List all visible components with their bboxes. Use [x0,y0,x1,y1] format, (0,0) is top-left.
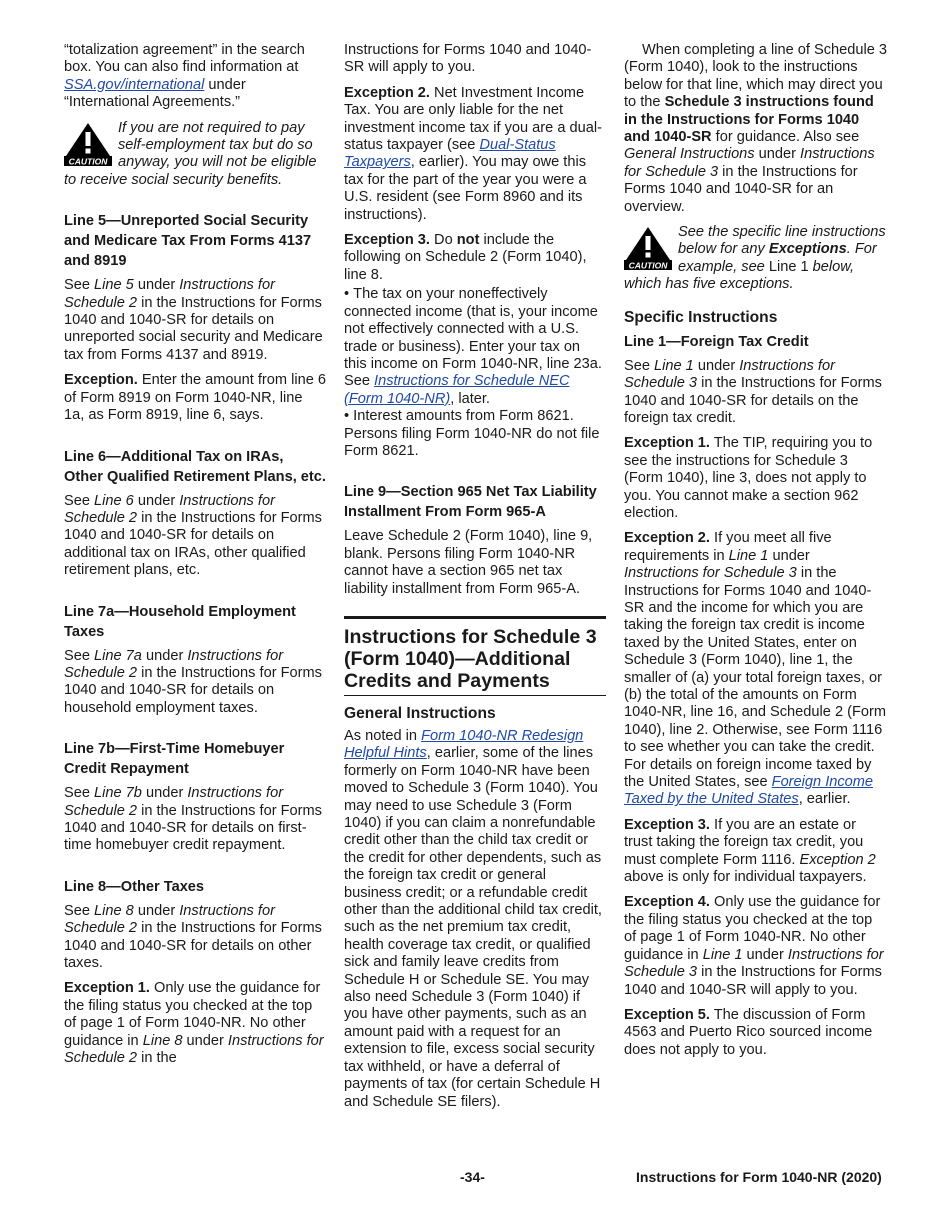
heading-line8: Line 8—Other Taxes [64,878,205,895]
schedule-nec-link[interactable]: Instructions for Schedule NEC (Form 1040-NR) [344,373,570,407]
paragraph: When completing a line of Schedule 3 (Form 1040), look to the instructions below for that line, which may direct you to the Schedule 3 instructions found in the Instructions for Forms 1040 and 1040-SR for guidance. Also see General Instructions under Instructions for Schedule 3 in the Instructions for Forms 1040 and 1040-SR for an overview. [624,42,888,215]
caution-icon [64,122,112,166]
paragraph: See Line 1 under Instructions for Schedule 3 in the Instructions for Forms 1040 and 1040-SR for details on the foreign tax credit. [624,357,882,426]
heading-line1: Line 1—Foreign Tax Credit [624,333,809,350]
caution-icon [624,226,672,270]
paragraph: Exception 5. The discussion of Form 4563 and Puerto Rico sourced income does not apply to you. [624,1006,873,1058]
heading-specific-instructions: Specific Instructions [624,308,778,326]
ssa-international-link[interactable]: SSA.gov/international [64,76,205,93]
section-title: Instructions for Schedule 3 (Form 1040)—Additional Credits and Payments [344,625,597,692]
bullet-item: • The tax on your noneffectively connected income (that is, your income not effectively connected with a U.S. trade or business). Enter your tax on this income on Form 1040-NR, line 23a. See Instructions for Schedule NEC (Form 1040-NR), later. [344,286,606,408]
paragraph: Exception. Enter the amount from line 6 of Form 8919 on Form 1040-NR, line 1a, as Form 8919, line 6, says. [64,372,326,424]
paragraph: Exception 1. The TIP, requiring you to see the instructions for Schedule 3 (Form 1040), line 3, does not apply to you. You cannot make a section 962 election. [624,435,873,521]
heading-line5: Line 5—Unreported Social Security and Medicare Tax From Forms 4137 and 8919 [64,213,312,270]
paragraph: See Line 7b under Instructions for Schedule 2 in the Instructions for Forms 1040 and 1040-SR for details on first-time homebuyer credit repayment. [64,785,322,854]
caution-label: CAUTION [628,260,668,271]
paragraph: See Line 5 under Instructions for Schedule 2 in the Instructions for Forms 1040 and 1040-SR for details on unreported social security and Medicare tax from Forms 4137 and 8919. [64,277,323,363]
paragraph: See Line 6 under Instructions for Schedule 2 in the Instructions for Forms 1040 and 1040-SR for details on additional tax on IRAs, other qualified retirement plans, etc. [64,492,322,579]
section-title-block [344,616,606,696]
foreign-income-taxed-link[interactable]: Foreign Income Taxed by the United States [624,774,874,808]
document-title: Instructions for Form 1040-NR (2020) [636,1169,882,1185]
heading-line7b: Line 7b—First-Time Homebuyer Credit Repayment [64,741,285,778]
paragraph: Instructions for Forms 1040 and 1040-SR will apply to you. [344,42,592,76]
paragraph: Exception 3. Do not include the following on Schedule 2 (Form 1040), line 8. [344,232,587,283]
paragraph: Leave Schedule 2 (Form 1040), line 9, blank. Persons filing Form 1040-NR cannot have a section 965 net tax liability installment from Form 965-A. [344,528,593,597]
caution-note: CAUTION If you are not required to pay self-employment tax but do so anyway, you will not be eligible to receive social security benefits. [64,119,317,188]
paragraph: Exception 2. Net Investment Income Tax. You are only liable for the net investment income tax if you are a dual-status taxpayer (see Dual-Status Taxpayers, earlier). You may owe this tax for the part of the year you were a U.S. resident (see Form 8960 and its instructions). [344,84,602,223]
paragraph: Exception 2. If you meet all five requirements in Line 1 under Instructions for Schedule 3 in the Instructions for Forms 1040 and 1040-SR and the income for which you are taking the foreign tax credit is income taxed by the United States, enter on Schedule 3 (Form 1040), line 1, the smaller of (a) your total foreign taxes, or (b) the total of the amounts on Form 1040-NR, line 16, and Schedule 2 (Form 1040), line 2. Otherwise, see Form 1116 to see whether you can take the credit. For details on foreign income taxed by the United States, see Foreign Income Taxed by the United States, earlier. [624,530,887,808]
column-3 [624,42,888,1067]
dual-status-taxpayers-link[interactable]: Dual-Status Taxpayers [344,137,556,171]
redesign-helpful-hints-link[interactable]: Form 1040-NR Redesign Helpful Hints [344,727,584,762]
paragraph: See Line 8 under Instructions for Schedule 2 in the Instructions for Forms 1040 and 1040-SR for details on other taxes. [64,902,322,971]
caution-label: CAUTION [68,155,108,166]
heading-line9: Line 9—Section 965 Net Tax Liability Installment From Form 965-A [344,484,597,521]
paragraph: See Line 7a under Instructions for Schedule 2 in the Instructions for Forms 1040 and 1040-SR for details on household employment taxes. [64,647,322,716]
paragraph: As noted in Form 1040-NR Redesign Helpful Hints, earlier, some of the lines formerly on Form 1040-NR have been moved to Schedule 3 (Form 1040). You may need to use Schedule 3 (Form 1040) if you can claim a nonrefundable credit other than the child tax credit or the credit for other dependents, such as the foreign tax credit or general business credit; or a refundable credit other than the additional child tax credit, such as the net premium tax credit, health coverage tax credit, or qualified sick and family leave credits from Schedule H or Schedule SE. You may also need Schedule 3 (Form 1040) if you have other payments, such as an amount paid with a request for an extension to file, excess social security tax withheld, or have a deferral of payments of tax (for certain Schedule H and Schedule SE filers). [344,727,602,1110]
paragraph: Exception 1. Only use the guidance for the filing status you checked at the top of page 1 of Form 1040-NR. No other guidance in Line 8 under Instructions for Schedule 2 in the [64,980,324,1067]
paragraph: Exception 4. Only use the guidance for the filing status you checked at the top of page 1 of Form 1040-NR. No other guidance in Line 1 under Instructions for Schedule 3 in the Instructions for Forms 1040 and 1040-SR will apply to you. [624,894,884,998]
page-number: -34- [460,1169,485,1185]
heading-line6: Line 6—Additional Tax on IRAs, Other Qualified Retirement Plans, etc. [64,448,326,485]
column-2 [344,42,606,1119]
column-1 [64,42,326,1075]
paragraph: Exception 3. If you are an estate or trust taking the foreign tax credit, you must complete Form 1116. Exception 2 above is only for individual taxpayers. [624,816,876,886]
heading-general-instructions: General Instructions [344,704,496,722]
bullet-item: • Interest amounts from Form 8621. Persons filing Form 1040-NR do not file Form 8621. [344,408,606,460]
caution-note: CAUTION See the specific line instructions below for any Exceptions. For example, see Line 1 below, which has five exceptions. [624,224,886,293]
paragraph: “totalization agreement” in the search box. You can also find information at SSA.gov/international under “International Agreements.” [64,42,305,111]
heading-line7a: Line 7a—Household Employment Taxes [64,603,296,640]
